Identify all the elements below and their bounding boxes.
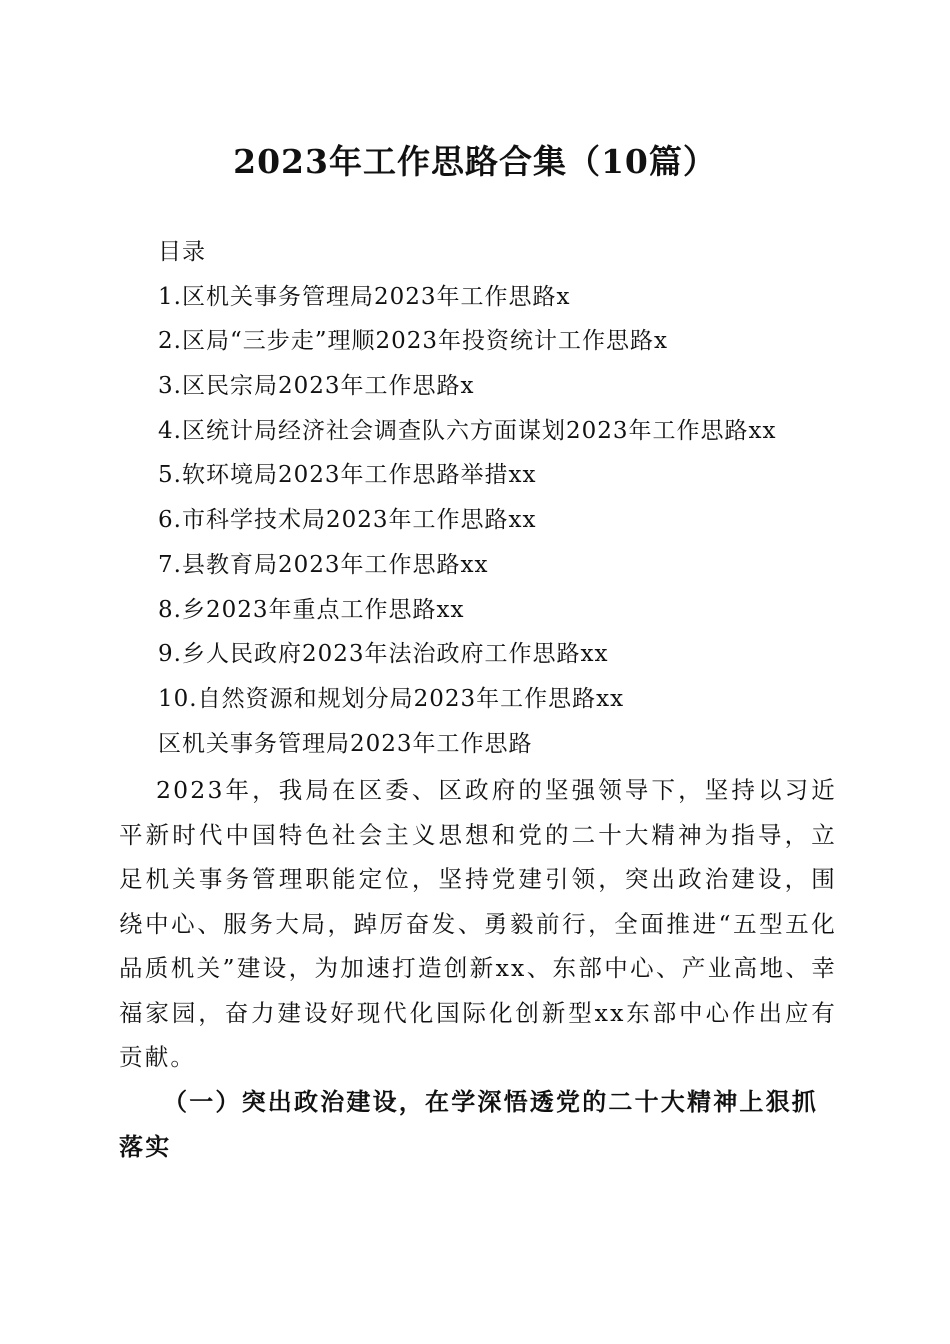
toc-item: 10.自然资源和规划分局2023年工作思路xx [158,685,625,712]
toc-item: 3.区民宗局2023年工作思路x [158,373,475,400]
section-heading: （一）突出政治建设，在学深悟透党的二十大精神上狠抓落实 [119,1087,818,1161]
toc-item: 8.乡2023年重点工作思路xx [158,596,465,623]
toc-item: 5.软环境局2023年工作思路举措xx [158,462,537,489]
toc-item: 2.区局“三步走”理顺2023年投资统计工作思路x [158,328,668,355]
table-of-contents [158,230,878,766]
toc-item: 4.区统计局经济社会调查队六方面谋划2023年工作思路xx [158,417,777,444]
article-intro-paragraph: 2023年，我局在区委、区政府的坚强领导下，坚持以习近平新时代中国特色社会主义思想和党的二十大精神为指导，立足机关事务管理职能定位，坚持党建引领，突出政治建设，围绕中心、服务大局，踔厉奋发、勇毅前行，全面推进“五型五化品质机关”建设，为加速打造创新xx、东部中心、产业高地、幸福家园，奋力建设好现代化国际化创新型xx东部中心作出应有贡献。 [119,776,837,1071]
toc-heading: 目录 [158,239,206,265]
toc-item: 1.区机关事务管理局2023年工作思路x [158,283,571,310]
document-title: 2023年工作思路合集（10篇） [233,142,717,181]
toc-item: 6.市科学技术局2023年工作思路xx [158,507,537,534]
toc-item: 7.县教育局2023年工作思路xx [158,551,489,578]
toc-item: 9.乡人民政府2023年法治政府工作思路xx [158,641,609,668]
article-title: 区机关事务管理局2023年工作思路 [158,730,533,757]
